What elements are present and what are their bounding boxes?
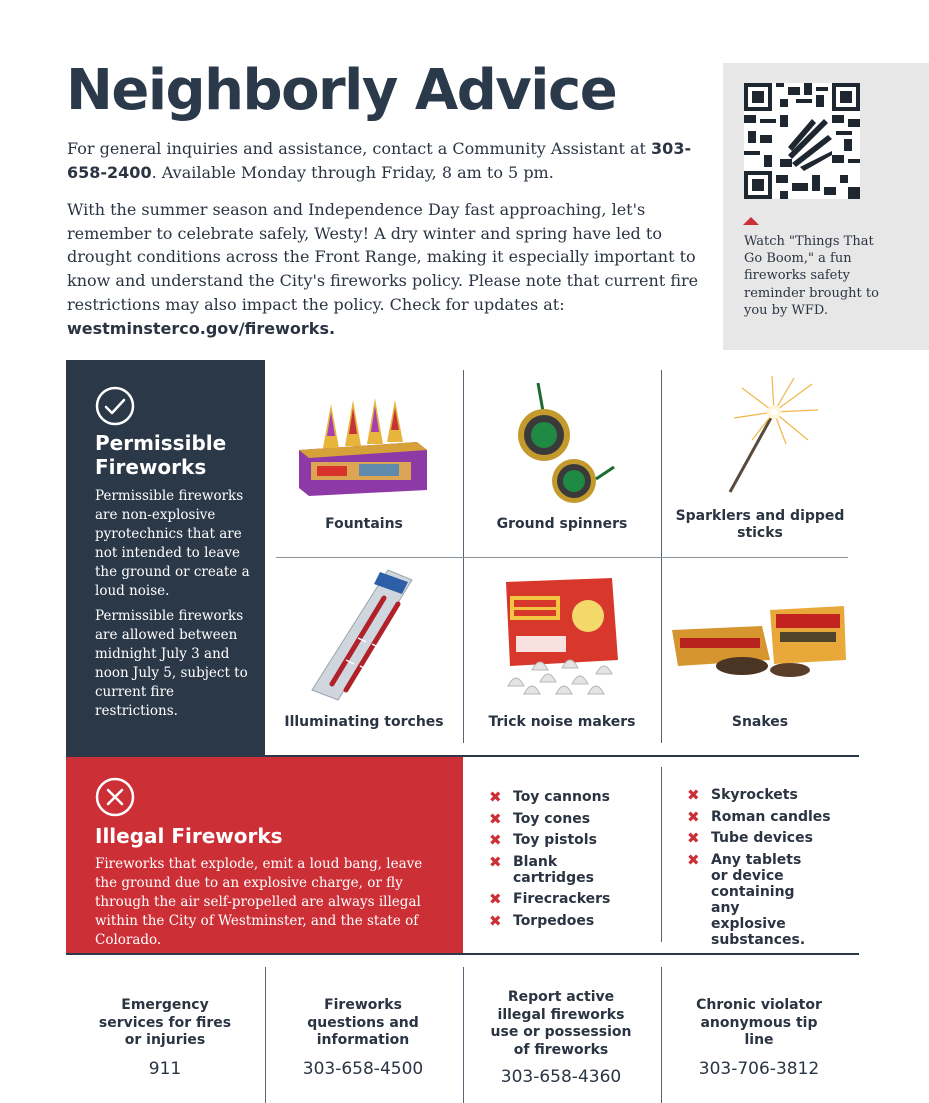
list-item [489,832,649,848]
list-item-label: Toy cannons [513,789,610,805]
check-circle-icon [95,386,135,426]
list-item [687,809,847,825]
contact-heading: Chronic violator anonymous tip line [696,997,822,1048]
fireworks-link[interactable]: westminsterco.gov/fireworks. [67,318,336,338]
x-mark-icon: ✖ [489,831,502,849]
list-item-label: Torpedoes [513,912,595,929]
label-trick-noise-makers: Trick noise makers [488,714,636,730]
list-item [687,852,817,948]
illegal-title: Illegal Fireworks [95,824,283,848]
ground-spinners-image [510,375,622,505]
label-fountains: Fountains [325,516,403,532]
illegal-description: Fireworks that explode, emit a loud bang, leave the ground due to an explosive charge, or fly through the air self-propelled are always illegal within the City of Westminster, and the state of Colorado. [95,856,423,948]
list-item [489,811,649,827]
contact-heading: Emergency services for fires or injuries [98,997,232,1048]
contact-heading: Fireworks questions and information [307,997,419,1048]
contact-number[interactable]: 303-658-4500 [302,1059,424,1079]
triangle-up-icon [743,217,759,225]
permissible-definition: Permissible fireworks are non-explosive pyrotechnics that are not intended to leave the ground or create a loud noise. [95,488,250,599]
list-item [489,789,649,805]
label-sparklers: Sparklers and dipped sticks [675,508,845,541]
list-item [687,787,847,803]
list-item-label: Any tablets or device containing any explosive substances. [711,851,806,948]
x-mark-icon: ✖ [489,809,502,828]
contact-fireworks-info [264,997,462,1050]
page-title: Neighborly Advice [66,58,617,123]
fountains-image [297,390,429,498]
list-item-label: Tube devices [711,830,813,846]
list-item-label: Toy cones [513,810,591,827]
illegal-panel [66,757,463,953]
x-mark-icon: ✖ [489,852,502,871]
illegal-list-right [687,787,847,953]
list-item [489,891,649,907]
contact-heading: Report active illegal fireworks use or possession of fireworks [490,989,632,1058]
list-item-label: Roman candles [711,808,831,825]
grid-divider [276,557,848,558]
x-mark-icon: ✖ [687,786,700,804]
party-snaps-image [496,576,626,708]
list-item-label: Skyrockets [711,787,798,803]
list-item-label: Blank cartridges [513,853,594,886]
permissible-dates: Permissible fireworks are allowed between midnight July 3 and noon July 5, subject to current fire restrictions. [95,608,248,719]
list-divider [661,767,662,942]
intro-post: . Available Monday through Friday, 8 am to 5 pm. [151,163,554,182]
body-text [67,198,707,340]
x-mark-icon: ✖ [489,911,502,930]
qr-caption: Watch "Things That Go Boom," a fun fireworks safety reminder brought to you by WFD. [744,234,879,318]
label-snakes: Snakes [731,714,789,730]
contact-number[interactable]: 303-658-4360 [500,1067,622,1087]
sparkler-image [712,374,822,498]
list-item [489,854,599,886]
contact-emergency [66,997,264,1050]
intro-pre: For general inquiries and assistance, contact a Community Assistant at [67,139,652,158]
contact-report-active [462,989,660,1059]
qr-callout [723,63,929,350]
list-item-label: Toy pistols [513,832,597,848]
contact-tip-line [660,997,858,1050]
list-item-label: Firecrackers [513,891,611,907]
illegal-list-left [489,789,649,934]
x-mark-icon: ✖ [687,807,700,826]
torches-image [310,568,418,702]
snakes-image [670,604,848,678]
permissible-title: Permissible Fireworks [95,431,227,479]
label-ground-spinners: Ground spinners [496,516,628,532]
qr-code-icon[interactable] [744,83,860,199]
contact-number[interactable]: 303-706-3812 [698,1059,820,1079]
list-item [687,830,847,846]
list-item [489,913,649,929]
x-mark-icon: ✖ [489,890,502,908]
label-torches: Illuminating torches [284,714,444,730]
intro-phone: 303-658-2400 [67,139,692,182]
x-mark-icon: ✖ [687,850,700,869]
x-mark-icon: ✖ [489,788,502,806]
body-text-main: With the summer season and Independence Day fast approaching, let's remember to celebrate safely, Westy! A dry winter and spring have led to drought conditions across the Front Range, making it especially important to know and understand the City's fireworks policy. Please note that current fire restrictions may also impact the policy. Check for updates at: [67,200,699,314]
section-divider [66,953,859,955]
x-mark-icon: ✖ [687,829,700,847]
intro-text [67,137,707,185]
contact-number[interactable]: 911 [148,1059,182,1079]
permissible-panel [66,360,265,757]
x-circle-icon [95,777,135,817]
